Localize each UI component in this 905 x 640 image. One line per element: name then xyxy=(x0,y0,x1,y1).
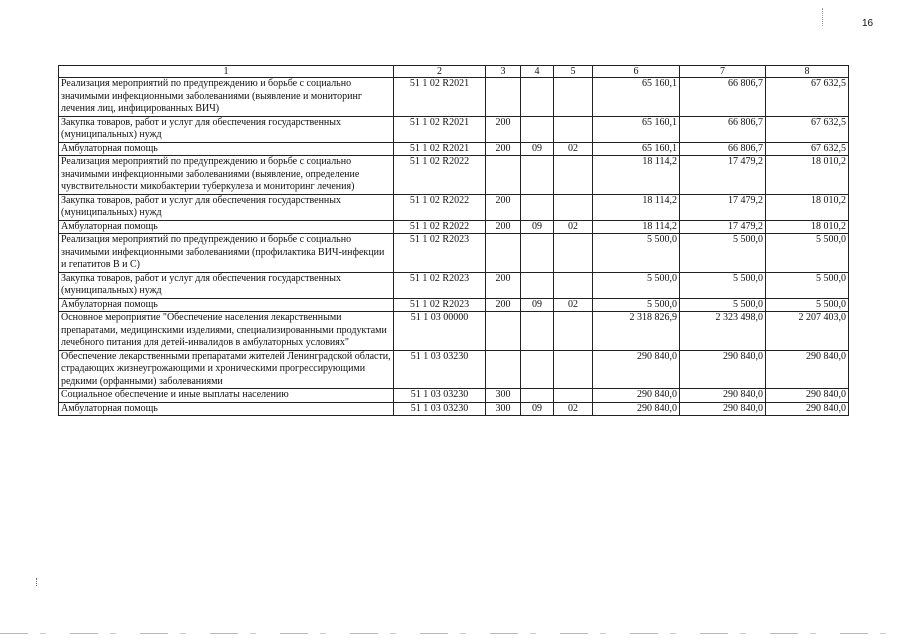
amount-year1-cell: 5 500,0 xyxy=(593,298,680,312)
amount-year2-cell: 17 479,2 xyxy=(680,220,766,234)
column-number-5: 5 xyxy=(554,66,593,78)
section-cell: 09 xyxy=(521,402,554,416)
column-number-8: 8 xyxy=(766,66,849,78)
amount-year2-cell: 2 323 498,0 xyxy=(680,312,766,351)
table-body xyxy=(59,66,849,416)
target-article-cell: 51 1 02 R2021 xyxy=(394,142,486,156)
section-cell xyxy=(521,389,554,403)
target-article-cell: 51 1 02 R2022 xyxy=(394,220,486,234)
expense-type-cell xyxy=(486,350,521,389)
row-name-cell: Социальное обеспечение и иные выплаты населению xyxy=(59,389,394,403)
row-name-cell: Амбулаторная помощь xyxy=(59,298,394,312)
column-number-4: 4 xyxy=(521,66,554,78)
amount-year3-cell: 67 632,5 xyxy=(766,142,849,156)
expense-type-cell xyxy=(486,156,521,195)
amount-year2-cell: 66 806,7 xyxy=(680,78,766,117)
subsection-cell xyxy=(554,272,593,298)
amount-year1-cell: 5 500,0 xyxy=(593,234,680,273)
amount-year1-cell: 5 500,0 xyxy=(593,272,680,298)
amount-year1-cell: 290 840,0 xyxy=(593,350,680,389)
section-cell xyxy=(521,272,554,298)
scan-artifact-mark xyxy=(822,8,824,26)
row-name-cell: Амбулаторная помощь xyxy=(59,220,394,234)
row-name-cell: Амбулаторная помощь xyxy=(59,142,394,156)
target-article-cell: 51 1 02 R2022 xyxy=(394,156,486,195)
expense-type-cell: 200 xyxy=(486,272,521,298)
target-article-cell: 51 1 02 R2023 xyxy=(394,298,486,312)
expense-type-cell: 300 xyxy=(486,402,521,416)
amount-year3-cell: 290 840,0 xyxy=(766,402,849,416)
row-name-cell: Реализация мероприятий по предупреждению и борьбе с социально значимыми инфекционными заболеваниями (выявление, определение чувствительности микобактерии туберкулеза и мониторинг лечения) xyxy=(59,156,394,195)
target-article-cell: 51 1 02 R2023 xyxy=(394,272,486,298)
amount-year3-cell: 18 010,2 xyxy=(766,220,849,234)
target-article-cell: 51 1 03 03230 xyxy=(394,402,486,416)
amount-year2-cell: 66 806,7 xyxy=(680,142,766,156)
column-number-7: 7 xyxy=(680,66,766,78)
row-name-cell: Основное мероприятие "Обеспечение населения лекарственными препаратами, медицинскими изделиями, специализированными продуктами лечебного питания для детей-инвалидов в амбулаторных условиях" xyxy=(59,312,394,351)
section-cell xyxy=(521,156,554,195)
subsection-cell xyxy=(554,194,593,220)
table-row xyxy=(59,156,849,195)
subsection-cell: 02 xyxy=(554,142,593,156)
row-name-cell: Обеспечение лекарственными препаратами жителей Ленинградской области, страдающих жизнеугрожающими и хроническими прогрессирующими редкими (орфанными) заболеваниями xyxy=(59,350,394,389)
subsection-cell xyxy=(554,156,593,195)
table-row xyxy=(59,350,849,389)
amount-year1-cell: 65 160,1 xyxy=(593,142,680,156)
table-row xyxy=(59,272,849,298)
section-cell xyxy=(521,234,554,273)
amount-year1-cell: 18 114,2 xyxy=(593,156,680,195)
target-article-cell: 51 1 02 R2021 xyxy=(394,78,486,117)
section-cell xyxy=(521,78,554,117)
expense-type-cell: 200 xyxy=(486,298,521,312)
amount-year3-cell: 2 207 403,0 xyxy=(766,312,849,351)
amount-year2-cell: 66 806,7 xyxy=(680,116,766,142)
amount-year3-cell: 5 500,0 xyxy=(766,234,849,273)
amount-year1-cell: 290 840,0 xyxy=(593,389,680,403)
expense-type-cell xyxy=(486,78,521,117)
subsection-cell xyxy=(554,78,593,117)
expense-type-cell: 300 xyxy=(486,389,521,403)
table-row xyxy=(59,389,849,403)
section-cell xyxy=(521,350,554,389)
expense-type-cell xyxy=(486,234,521,273)
amount-year2-cell: 290 840,0 xyxy=(680,350,766,389)
amount-year3-cell: 18 010,2 xyxy=(766,194,849,220)
table-row xyxy=(59,234,849,273)
target-article-cell: 51 1 02 R2022 xyxy=(394,194,486,220)
section-cell xyxy=(521,116,554,142)
amount-year1-cell: 18 114,2 xyxy=(593,194,680,220)
subsection-cell xyxy=(554,116,593,142)
target-article-cell: 51 1 03 03230 xyxy=(394,389,486,403)
amount-year1-cell: 18 114,2 xyxy=(593,220,680,234)
table-row xyxy=(59,194,849,220)
amount-year2-cell: 5 500,0 xyxy=(680,234,766,273)
row-name-cell: Закупка товаров, работ и услуг для обеспечения государственных (муниципальных) нужд xyxy=(59,116,394,142)
row-name-cell: Закупка товаров, работ и услуг для обеспечения государственных (муниципальных) нужд xyxy=(59,272,394,298)
section-cell xyxy=(521,194,554,220)
table-row xyxy=(59,312,849,351)
column-number-2: 2 xyxy=(394,66,486,78)
amount-year2-cell: 17 479,2 xyxy=(680,156,766,195)
expense-type-cell xyxy=(486,312,521,351)
subsection-cell xyxy=(554,350,593,389)
amount-year1-cell: 65 160,1 xyxy=(593,116,680,142)
amount-year2-cell: 290 840,0 xyxy=(680,389,766,403)
target-article-cell: 51 1 02 R2023 xyxy=(394,234,486,273)
budget-table xyxy=(58,65,849,416)
amount-year3-cell: 290 840,0 xyxy=(766,389,849,403)
amount-year1-cell: 2 318 826,9 xyxy=(593,312,680,351)
table-row xyxy=(59,402,849,416)
target-article-cell: 51 1 03 00000 xyxy=(394,312,486,351)
expense-type-cell: 200 xyxy=(486,142,521,156)
section-cell: 09 xyxy=(521,142,554,156)
amount-year3-cell: 67 632,5 xyxy=(766,78,849,117)
subsection-cell: 02 xyxy=(554,298,593,312)
expense-type-cell: 200 xyxy=(486,116,521,142)
row-name-cell: Реализация мероприятий по предупреждению и борьбе с социально значимыми инфекционными заболеваниями (выявление и мониторинг лечения лиц, инфицированных ВИЧ) xyxy=(59,78,394,117)
target-article-cell: 51 1 02 R2021 xyxy=(394,116,486,142)
amount-year2-cell: 5 500,0 xyxy=(680,272,766,298)
expense-type-cell: 200 xyxy=(486,220,521,234)
row-name-cell: Реализация мероприятий по предупреждению и борьбе с социально значимыми инфекционными заболеваниями (профилактика ВИЧ-инфекции и гепатитов В и С) xyxy=(59,234,394,273)
section-cell: 09 xyxy=(521,298,554,312)
amount-year2-cell: 290 840,0 xyxy=(680,402,766,416)
amount-year1-cell: 290 840,0 xyxy=(593,402,680,416)
table-row xyxy=(59,78,849,117)
subsection-cell: 02 xyxy=(554,220,593,234)
table-row xyxy=(59,298,849,312)
table-row xyxy=(59,142,849,156)
column-number-6: 6 xyxy=(593,66,680,78)
row-name-cell: Амбулаторная помощь xyxy=(59,402,394,416)
column-number-1: 1 xyxy=(59,66,394,78)
expense-type-cell: 200 xyxy=(486,194,521,220)
amount-year3-cell: 5 500,0 xyxy=(766,272,849,298)
table-header-row xyxy=(59,66,849,78)
table-row xyxy=(59,220,849,234)
row-name-cell: Закупка товаров, работ и услуг для обеспечения государственных (муниципальных) нужд xyxy=(59,194,394,220)
amount-year3-cell: 290 840,0 xyxy=(766,350,849,389)
subsection-cell: 02 xyxy=(554,402,593,416)
page-number: 16 xyxy=(862,18,874,29)
subsection-cell xyxy=(554,312,593,351)
section-cell: 09 xyxy=(521,220,554,234)
subsection-cell xyxy=(554,389,593,403)
subsection-cell xyxy=(554,234,593,273)
table-row xyxy=(59,116,849,142)
scan-bottom-edge xyxy=(0,633,905,634)
amount-year3-cell: 67 632,5 xyxy=(766,116,849,142)
amount-year2-cell: 5 500,0 xyxy=(680,298,766,312)
amount-year3-cell: 5 500,0 xyxy=(766,298,849,312)
amount-year3-cell: 18 010,2 xyxy=(766,156,849,195)
section-cell xyxy=(521,312,554,351)
amount-year1-cell: 65 160,1 xyxy=(593,78,680,117)
scan-artifact-dots xyxy=(36,578,39,586)
target-article-cell: 51 1 03 03230 xyxy=(394,350,486,389)
amount-year2-cell: 17 479,2 xyxy=(680,194,766,220)
column-number-3: 3 xyxy=(486,66,521,78)
